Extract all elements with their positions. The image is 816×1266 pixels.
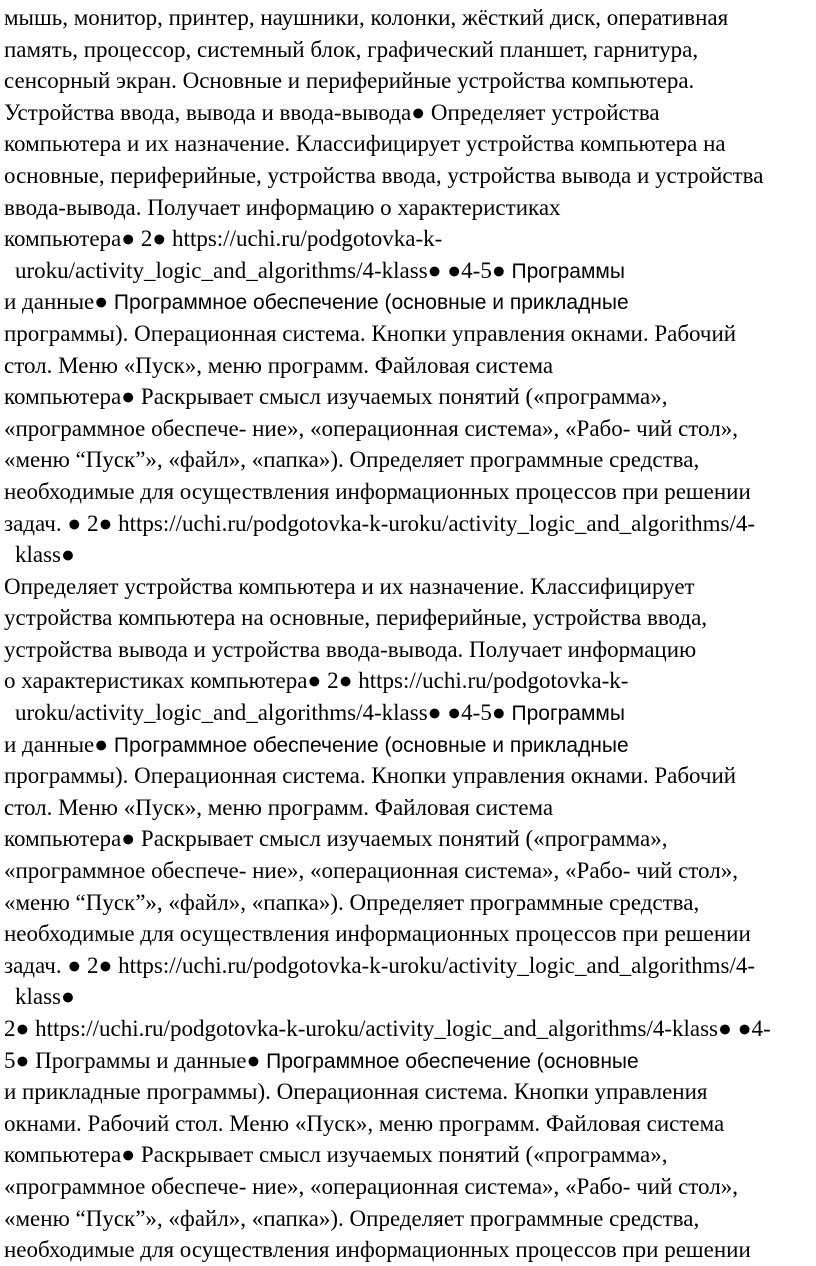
- text-block-1: [4, 2, 812, 571]
- text-line: [4, 1139, 812, 1171]
- line-text: задач. ● 2● https://uchi.ru/podgotovka-k-uroku/activity_logic_and_algorithms/4-: [4, 510, 756, 536]
- text-line: [4, 1045, 812, 1077]
- text-line: [4, 192, 812, 224]
- line-text: klass●: [15, 984, 75, 1010]
- line-text-sans: Программное обеспечение (основные: [266, 1049, 639, 1073]
- text-line: [4, 34, 812, 66]
- line-text: «меню “Пуск”», «файл», «папка»). Определяет программные средства,: [4, 1205, 700, 1231]
- line-text: компьютера● Раскрывает смысл изучаемых понятий («программа»,: [4, 826, 668, 852]
- text-line: [4, 413, 812, 445]
- text-line: [4, 97, 812, 129]
- line-text: компьютера● Раскрывает смысл изучаемых понятий («программа»,: [4, 1142, 668, 1168]
- line-text: «программное обеспече- ние», «операционная система», «Рабо- чий стол»,: [4, 858, 738, 884]
- text-line: [4, 65, 812, 97]
- line-text: компьютера и их назначение. Классифицирует устройства компьютера на: [4, 131, 726, 157]
- line-text: окнами. Рабочий стол. Меню «Пуск», меню программ. Файловая система: [4, 1110, 725, 1136]
- text-line: [4, 350, 812, 382]
- text-line: [4, 255, 812, 287]
- text-line: [4, 602, 812, 634]
- text-line: [4, 1171, 812, 1203]
- text-line: [4, 1203, 812, 1235]
- text-line: [4, 381, 812, 413]
- line-text: стол. Меню «Пуск», меню программ. Файловая система: [4, 352, 554, 378]
- text-line: [4, 508, 812, 540]
- line-text: «программное обеспече- ние», «операционная система», «Рабо- чий стол»,: [4, 1173, 738, 1199]
- text-line: [4, 918, 812, 950]
- line-text: «меню “Пуск”», «файл», «папка»). Определяет программные средства,: [4, 889, 700, 915]
- line-text: klass●: [15, 542, 75, 568]
- text-line: [4, 950, 812, 982]
- line-text: и данные●: [4, 289, 114, 315]
- line-text: ввода-вывода. Получает информацию о характеристиках: [4, 194, 561, 220]
- line-text: стол. Меню «Пуск», меню программ. Файловая система: [4, 794, 554, 820]
- line-text: Определяет устройства компьютера и их назначение. Классифицирует: [4, 573, 695, 599]
- line-text: «программное обеспече- ние», «операционная система», «Рабо- чий стол»,: [4, 415, 738, 441]
- line-text-sans: Программное обеспечение (основные и прикладные: [113, 733, 629, 757]
- line-text: uroku/activity_logic_and_algorithms/4-klass● ●4-5●: [15, 700, 512, 726]
- text-line: [4, 318, 812, 350]
- text-block-2: [4, 571, 812, 1013]
- text-line: [4, 792, 812, 824]
- text-line: [4, 160, 812, 192]
- text-line: [4, 634, 812, 666]
- text-line: [4, 760, 812, 792]
- line-text-sans: Программы: [511, 259, 625, 283]
- text-line: [4, 823, 812, 855]
- line-text: устройства вывода и устройства ввода-вывода. Получает информацию: [4, 636, 697, 662]
- line-text: о характеристиках компьютера● 2● https://uchi.ru/podgotovka-k-: [4, 668, 629, 694]
- line-text: задач. ● 2● https://uchi.ru/podgotovka-k-uroku/activity_logic_and_algorithms/4-: [4, 952, 756, 978]
- line-text: основные, периферийные, устройства ввода, устройства вывода и устройства: [4, 162, 764, 188]
- text-line: [4, 1013, 812, 1045]
- line-text: и данные●: [4, 731, 114, 757]
- text-line: [4, 571, 812, 603]
- line-text: Устройства ввода, вывода и ввода-вывода● Определяет устройства: [4, 99, 660, 125]
- text-line: [4, 697, 812, 729]
- text-line: [4, 887, 812, 919]
- line-text: необходимые для осуществления информационных процессов при решении: [4, 1237, 751, 1263]
- line-text: и прикладные программы). Операционная система. Кнопки управления: [4, 1079, 708, 1105]
- text-block-3: [4, 1013, 812, 1266]
- line-text: uroku/activity_logic_and_algorithms/4-klass● ●4-5●: [15, 257, 512, 283]
- line-text: устройства компьютера на основные, периферийные, устройства ввода,: [4, 605, 708, 631]
- line-text: память, процессор, системный блок, графический планшет, гарнитура,: [4, 36, 699, 62]
- text-line: [4, 539, 812, 571]
- text-line: [4, 2, 812, 34]
- line-text: 5● Программы и данные●: [4, 1047, 267, 1073]
- line-text: 2● https://uchi.ru/podgotovka-k-uroku/activity_logic_and_algorithms/4-klass● ●4-: [4, 1016, 771, 1041]
- text-line: [4, 981, 812, 1013]
- line-text: мышь, монитор, принтер, наушники, колонки, жёсткий диск, оперативная: [4, 5, 729, 30]
- text-line: [4, 476, 812, 508]
- line-text: программы). Операционная система. Кнопки управления окнами. Рабочий: [4, 320, 737, 346]
- line-text: «меню “Пуск”», «файл», «папка»). Определяет программные средства,: [4, 447, 700, 473]
- text-line: [4, 729, 812, 761]
- text-line: [4, 223, 812, 255]
- line-text: сенсорный экран. Основные и периферийные устройства компьютера.: [4, 68, 695, 94]
- line-text-sans: Программы: [511, 702, 625, 726]
- text-line: [4, 286, 812, 318]
- text-line: [4, 855, 812, 887]
- line-text: необходимые для осуществления информационных процессов при решении: [4, 478, 751, 504]
- line-text: компьютера● 2● https://uchi.ru/podgotovka-k-: [4, 226, 443, 252]
- line-text-sans: Программное обеспечение (основные и прикладные: [113, 291, 629, 315]
- text-line: [4, 444, 812, 476]
- text-line: [4, 1108, 812, 1140]
- line-text: программы). Операционная система. Кнопки управления окнами. Рабочий: [4, 763, 737, 789]
- text-line: [4, 128, 812, 160]
- text-line: [4, 1234, 812, 1266]
- line-text: компьютера● Раскрывает смысл изучаемых понятий («программа»,: [4, 384, 668, 410]
- text-line: [4, 1076, 812, 1108]
- text-line: [4, 665, 812, 697]
- line-text: необходимые для осуществления информационных процессов при решении: [4, 921, 751, 947]
